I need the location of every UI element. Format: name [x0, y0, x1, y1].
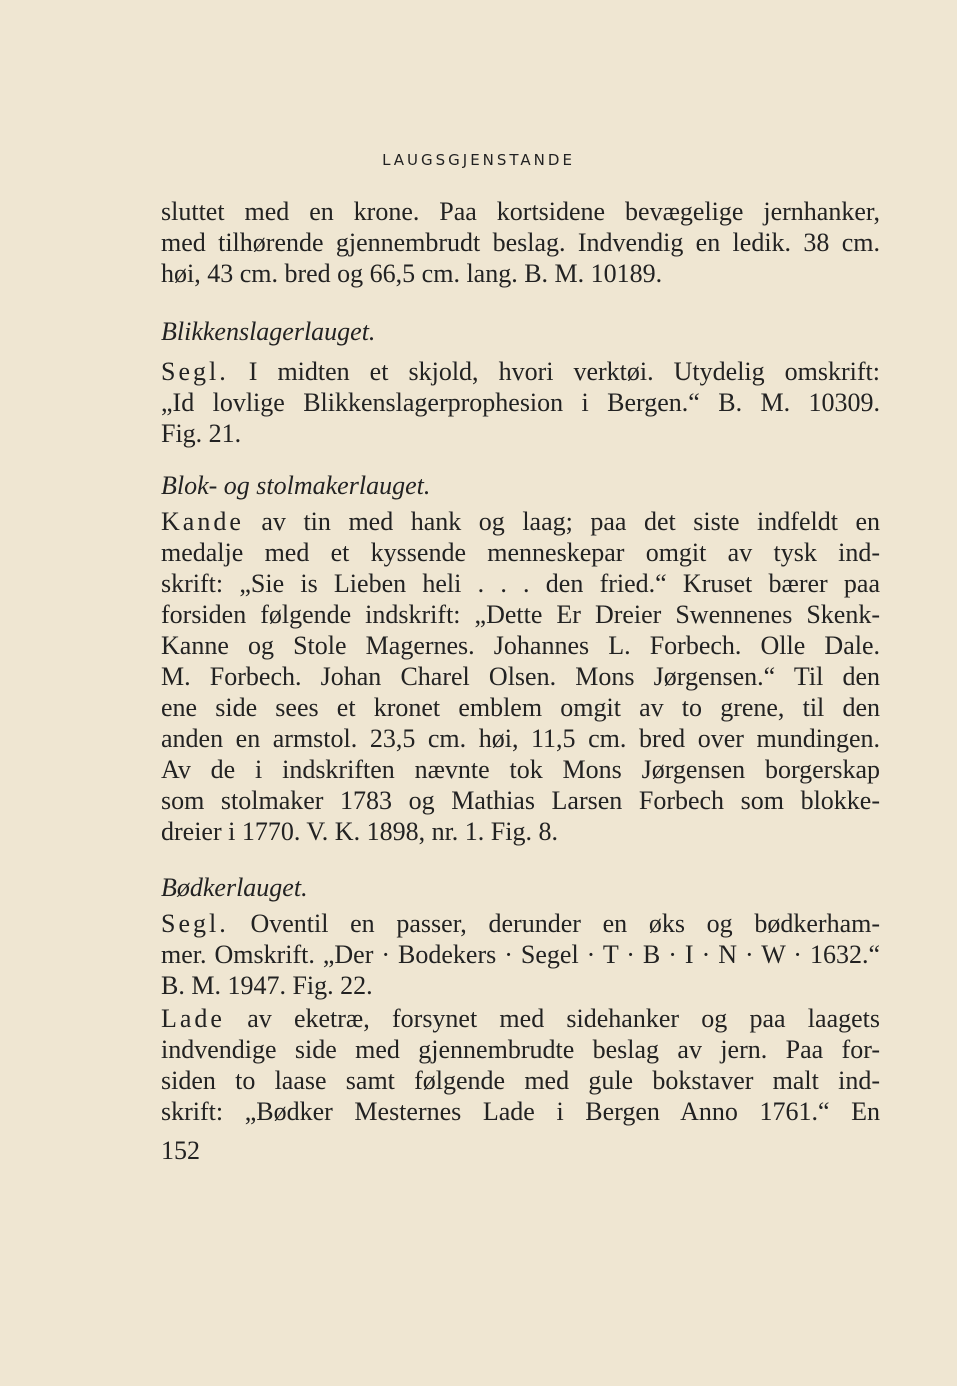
text-line: som stolmaker 1783 og Mathias Larsen Forbech som blokke- — [161, 786, 880, 815]
text-line: Segl. Oventil en passer, derunder en øks og bødkerham- — [161, 909, 880, 938]
section-heading: Bødkerlauget. — [161, 873, 308, 902]
text-line: ene side sees et kronet emblem omgit av to grene, til den — [161, 693, 880, 722]
text-line: skrift: „Bødker Mesternes Lade i Bergen Anno 1761.“ En — [161, 1097, 880, 1126]
text-line: Kande av tin med hank og laag; paa det siste indfeldt en — [161, 507, 880, 536]
text-line: indvendige side med gjennembrudte beslag av jern. Paa for- — [161, 1035, 880, 1064]
text-line: Segl. I midten et skjold, hvori verktøi. Utydelig omskrift: — [161, 357, 880, 386]
text-line: dreier i 1770. V. K. 1898, nr. 1. Fig. 8. — [161, 817, 558, 846]
text-line: Av de i indskriften nævnte tok Mons Jørgensen borgerskap — [161, 755, 880, 784]
running-header: LAUGSGJENSTANDE — [382, 151, 575, 169]
text-line: siden to laase samt følgende med gule bokstaver malt ind- — [161, 1066, 880, 1095]
text-line: Fig. 21. — [161, 419, 242, 448]
text-line: sluttet med en krone. Paa kortsidene bevægelige jernhanker, — [161, 197, 880, 226]
text-line: „Id lovlige Blikkenslagerprophesion i Bergen.“ B. M. 10309. — [161, 388, 880, 417]
section-heading: Blok- og stolmakerlauget. — [161, 471, 431, 500]
text-line: Lade av eketræ, forsynet med sidehanker og paa laagets — [161, 1004, 880, 1033]
text-line: skrift: „Sie is Lieben heli . . . den fried.“ Kruset bærer paa — [161, 569, 880, 598]
text-line: anden en armstol. 23,5 cm. høi, 11,5 cm. bred over mundingen. — [161, 724, 880, 753]
text-line: M. Forbech. Johan Charel Olsen. Mons Jørgensen.“ Til den — [161, 662, 880, 691]
text-line: medalje med et kyssende menneskepar omgit av tysk ind- — [161, 538, 880, 567]
text-line: med tilhørende gjennembrudt beslag. Indvendig en ledik. 38 cm. — [161, 228, 880, 257]
text-line: forsiden følgende indskrift: „Dette Er Dreier Swennenes Skenk- — [161, 600, 880, 629]
section-heading: Blikkenslagerlauget. — [161, 317, 376, 346]
text-line: mer. Omskrift. „Der · Bodekers · Segel · T · B · I · N · W · 1632.“ — [161, 940, 880, 969]
text-line: høi, 43 cm. bred og 66,5 cm. lang. B. M. 10189. — [161, 259, 663, 288]
text-line: Kanne og Stole Magernes. Johannes L. Forbech. Olle Dale. — [161, 631, 880, 660]
page-number: 152 — [161, 1136, 200, 1165]
text-line: B. M. 1947. Fig. 22. — [161, 971, 373, 1000]
